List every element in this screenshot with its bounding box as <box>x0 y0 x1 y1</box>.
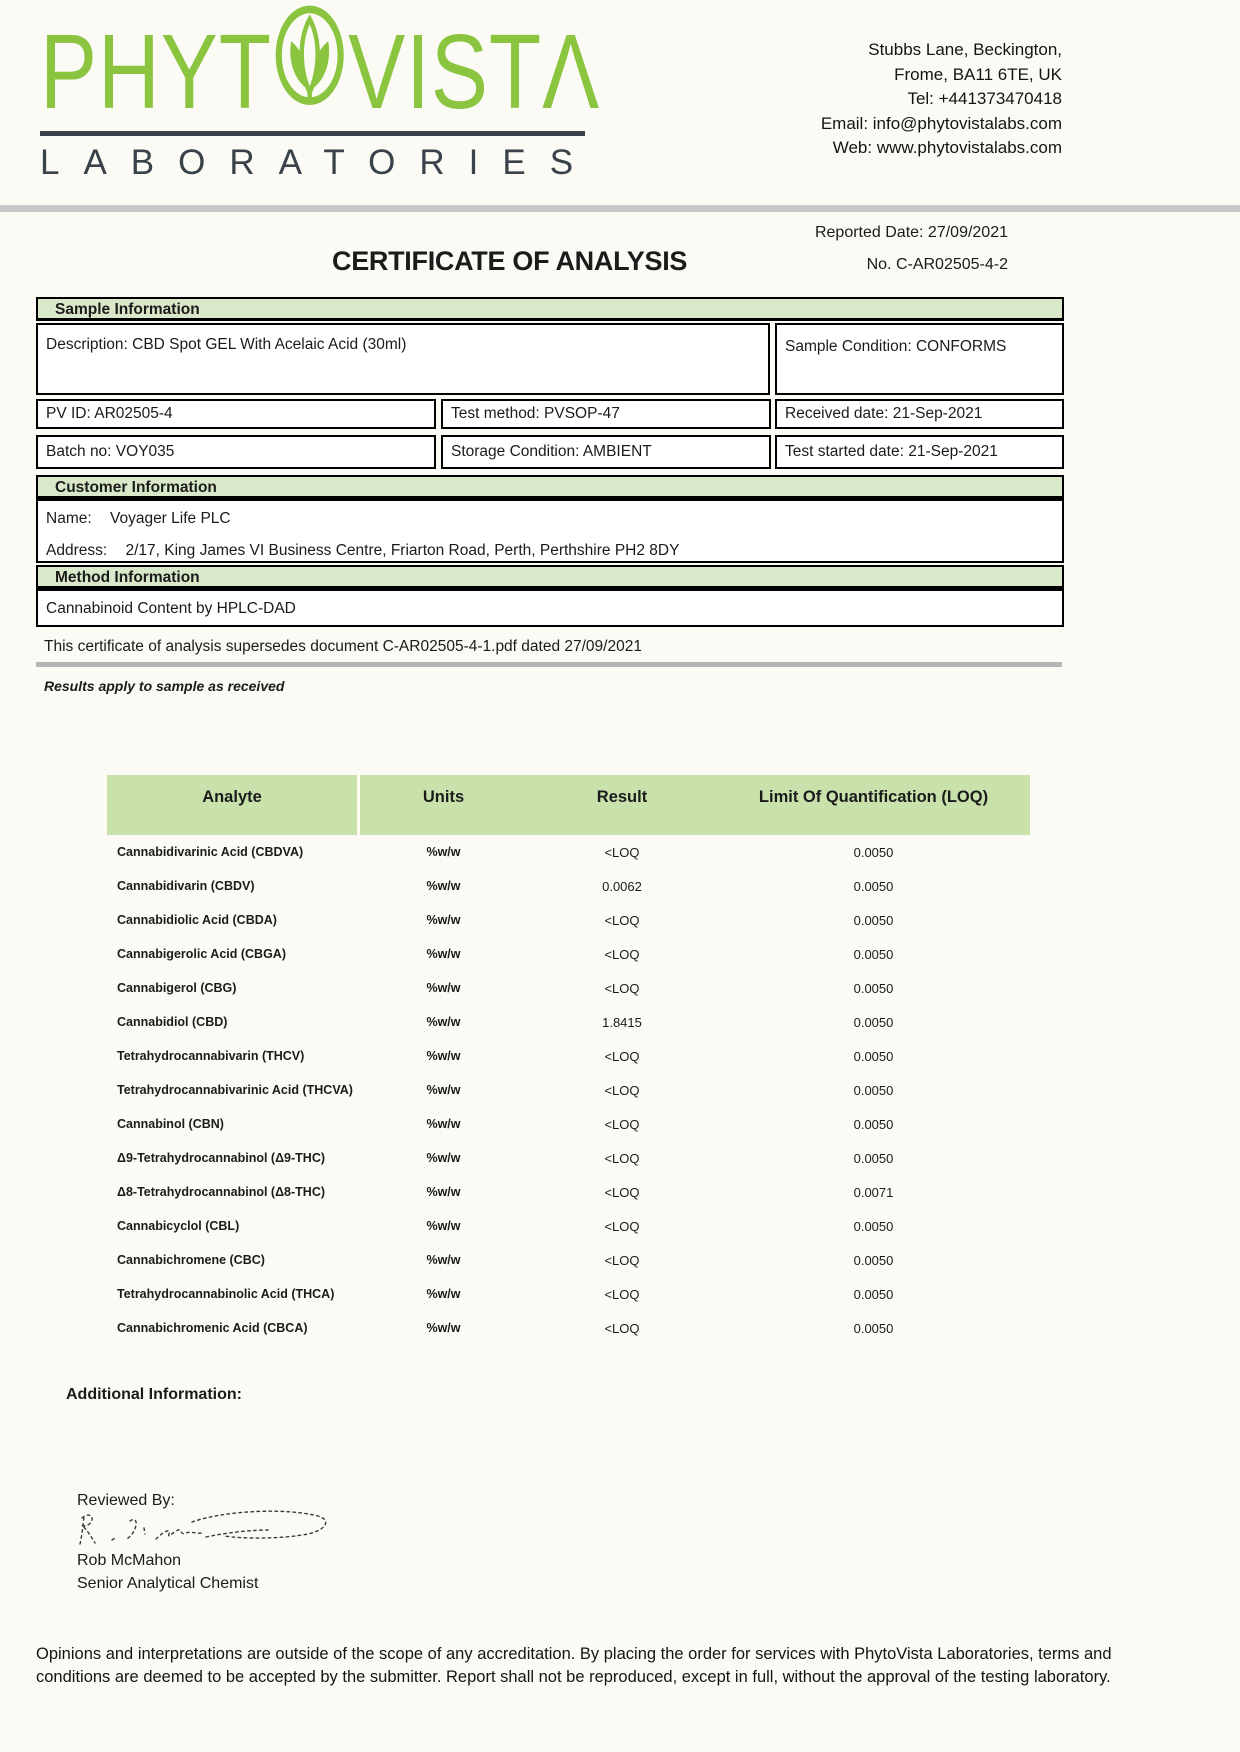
contact-address-line: Stubbs Lane, Beckington, <box>868 40 1062 59</box>
reviewed-by-label: Reviewed By: <box>77 1492 175 1509</box>
table-cell-loq: 0.0050 <box>853 1082 894 1098</box>
customer-address-value: 2/17, King James VI Business Centre, Friarton Road, Perth, Perthshire PH2 8DY <box>125 542 680 559</box>
table-cell-units: %w/w <box>426 1321 461 1335</box>
table-cell-loq: 0.0050 <box>853 980 894 996</box>
section-header-customer-information: Customer Information <box>36 475 1064 499</box>
table-cell-result: <LOQ <box>604 946 640 962</box>
table-cell-loq: 0.0050 <box>853 1150 894 1166</box>
column-header-analyte: Analyte <box>107 775 360 835</box>
table-row <box>107 1175 1030 1209</box>
table-cell-units: %w/w <box>426 981 461 995</box>
logo-text-right: VISTΛ <box>348 13 601 131</box>
table-cell-units: %w/w <box>426 1151 461 1165</box>
column-header-units: Units <box>422 788 465 806</box>
contact-web: Web: www.phytovistalabs.com <box>832 138 1062 157</box>
pv-id-cell: PV ID: AR02505-4 <box>36 399 436 429</box>
table-cell-units: %w/w <box>426 1083 461 1097</box>
customer-info-cell <box>36 499 1064 563</box>
table-row <box>107 1311 1030 1345</box>
table-cell-result: <LOQ <box>604 1082 640 1098</box>
table-cell-result: <LOQ <box>604 1286 640 1302</box>
footer-disclaimer: Opinions and interpretations are outside of the scope of any accreditation. By placing the order for services with PhytoVista Laboratories, terms and conditions are deemed to be accepted by the submitter. Report shall not be reproduced, except in full, without the approval of the testing laboratory. <box>36 1645 1112 1686</box>
header-divider <box>0 205 1240 212</box>
table-cell-result: <LOQ <box>604 1048 640 1064</box>
customer-name-label: Name: <box>46 510 92 527</box>
table-cell-analyte: Cannabichromene (CBC) <box>117 1253 265 1267</box>
table-row <box>107 1039 1030 1073</box>
reported-date: Reported Date: 27/09/2021 <box>814 224 1008 241</box>
table-row <box>107 1141 1030 1175</box>
batch-no-cell: Batch no: VOY035 <box>36 435 436 469</box>
table-row <box>107 937 1030 971</box>
table-cell-loq: 0.0050 <box>853 1116 894 1132</box>
table-cell-result: <LOQ <box>604 1116 640 1132</box>
table-cell-analyte: Δ8-Tetrahydrocannabinol (Δ8-THC) <box>117 1185 326 1199</box>
table-cell-loq: 0.0050 <box>853 844 894 860</box>
table-cell-loq: 0.0050 <box>853 1218 894 1234</box>
table-cell-result: <LOQ <box>604 912 640 928</box>
table-cell-units: %w/w <box>426 913 461 927</box>
reviewer-name: Rob McMahon <box>77 1552 182 1569</box>
table-cell-units: %w/w <box>426 1219 461 1233</box>
contact-address-line: Frome, BA11 6TE, UK <box>894 64 1062 84</box>
table-cell-loq: 0.0050 <box>853 878 894 894</box>
table-cell-units: %w/w <box>426 1015 461 1029</box>
table-cell-loq: 0.0050 <box>853 1320 894 1336</box>
table-cell-analyte: Cannabigerolic Acid (CBGA) <box>117 947 286 961</box>
table-cell-result: <LOQ <box>604 1150 640 1166</box>
table-cell-analyte: Cannabidivarinic Acid (CBDVA) <box>117 845 304 859</box>
table-cell-analyte: Δ9-Tetrahydrocannabinol (Δ9-THC) <box>117 1151 326 1165</box>
sample-info-row-2 <box>36 435 1064 469</box>
table-cell-analyte: Cannabichromenic Acid (CBCA) <box>117 1321 308 1335</box>
table-row <box>107 835 1030 869</box>
table-cell-loq: 0.0050 <box>853 1252 894 1268</box>
column-header-loq: Limit Of Quantification (LOQ) <box>758 788 989 806</box>
test-started-date-cell: Test started date: 21-Sep-2021 <box>775 435 1064 469</box>
received-date-cell: Received date: 21-Sep-2021 <box>775 399 1064 429</box>
table-cell-analyte: Cannabidiolic Acid (CBDA) <box>117 913 277 927</box>
table-row <box>107 1243 1030 1277</box>
supersedes-note: This certificate of analysis supersedes document C-AR02505-4-1.pdf dated 27/09/2021 <box>44 638 642 655</box>
table-cell-loq: 0.0071 <box>853 1184 894 1200</box>
table-cell-result: <LOQ <box>604 1218 640 1234</box>
storage-condition-cell: Storage Condition: AMBIENT <box>441 435 771 469</box>
customer-name-value: Voyager Life PLC <box>109 510 231 527</box>
table-cell-analyte: Cannabicyclol (CBL) <box>117 1219 240 1233</box>
table-row <box>107 1073 1030 1107</box>
additional-information-label: Additional Information: <box>66 1386 242 1403</box>
table-row <box>107 1107 1030 1141</box>
table-cell-units: %w/w <box>426 1185 461 1199</box>
table-row <box>107 903 1030 937</box>
logo-wordmark <box>40 12 601 131</box>
sample-info-row-description <box>36 323 1064 395</box>
sample-info-row-1 <box>36 399 1064 429</box>
table-cell-result: 0.0062 <box>602 878 642 894</box>
table-cell-loq: 0.0050 <box>853 1014 894 1030</box>
logo-text-left: PHYT <box>40 13 272 131</box>
table-cell-analyte: Tetrahydrocannabivarin (THCV) <box>117 1049 305 1063</box>
table-cell-loq: 0.0050 <box>853 1286 894 1302</box>
table-cell-units: %w/w <box>426 879 461 893</box>
table-cell-units: %w/w <box>426 1049 461 1063</box>
page-title: CERTIFICATE OF ANALYSIS <box>332 246 688 276</box>
method-cell: Cannabinoid Content by HPLC-DAD <box>36 589 1064 627</box>
table-row <box>107 1209 1030 1243</box>
table-cell-units: %w/w <box>426 1287 461 1301</box>
table-cell-result: <LOQ <box>604 844 640 860</box>
section-header-method-information: Method Information <box>36 565 1064 589</box>
table-cell-result: <LOQ <box>604 1252 640 1268</box>
table-row <box>107 1277 1030 1311</box>
table-row <box>107 971 1030 1005</box>
table-cell-analyte: Cannabinol (CBN) <box>117 1117 224 1131</box>
test-method-cell: Test method: PVSOP-47 <box>441 399 771 429</box>
table-cell-units: %w/w <box>426 1253 461 1267</box>
table-cell-units: %w/w <box>426 947 461 961</box>
logo-subtext: LABORATORIES <box>40 143 598 182</box>
section-header-sample-information: Sample Information <box>36 297 1064 321</box>
certificate-number: No. C-AR02505-4-2 <box>866 256 1008 273</box>
table-cell-result: <LOQ <box>604 1184 640 1200</box>
customer-name <box>46 510 1054 528</box>
table-cell-analyte: Cannabidivarin (CBDV) <box>117 879 255 893</box>
table-cell-units: %w/w <box>426 845 461 859</box>
table-cell-loq: 0.0050 <box>853 1048 894 1064</box>
table-cell-analyte: Cannabigerol (CBG) <box>117 981 237 995</box>
table-cell-loq: 0.0050 <box>853 946 894 962</box>
contact-phone: Tel: +441373470418 <box>907 89 1062 108</box>
table-cell-result: <LOQ <box>604 980 640 996</box>
table-cell-analyte: Tetrahydrocannabivarinic Acid (THCVA) <box>117 1083 353 1097</box>
table-cell-loq: 0.0050 <box>853 912 894 928</box>
table-cell-units: %w/w <box>426 1117 461 1131</box>
leaf-icon <box>275 4 346 120</box>
supersedes-underline <box>36 662 1062 667</box>
table-row <box>107 1005 1030 1039</box>
company-logo <box>40 13 601 183</box>
results-rows <box>107 835 1030 1345</box>
results-note: Results apply to sample as received <box>44 678 285 694</box>
reviewer-title: Senior Analytical Chemist <box>77 1575 259 1592</box>
table-cell-analyte: Tetrahydrocannabinolic Acid (THCA) <box>117 1287 335 1301</box>
customer-address <box>46 542 1054 560</box>
column-header-result: Result <box>596 788 648 806</box>
contact-email: Email: info@phytovistalabs.com <box>820 113 1062 133</box>
table-row <box>107 869 1030 903</box>
description-cell: Description: CBD Spot GEL With Acelaic Acid (30ml) <box>36 323 770 395</box>
logo-divider <box>40 131 585 136</box>
table-cell-result: 1.8415 <box>602 1014 642 1030</box>
table-cell-analyte: Cannabidiol (CBD) <box>117 1015 228 1029</box>
table-cell-result: <LOQ <box>604 1320 640 1336</box>
lab-contact-block <box>821 38 1062 161</box>
sample-condition-cell: Sample Condition: CONFORMS <box>775 323 1064 395</box>
results-table-header <box>107 775 1030 835</box>
customer-address-label: Address: <box>46 542 108 559</box>
